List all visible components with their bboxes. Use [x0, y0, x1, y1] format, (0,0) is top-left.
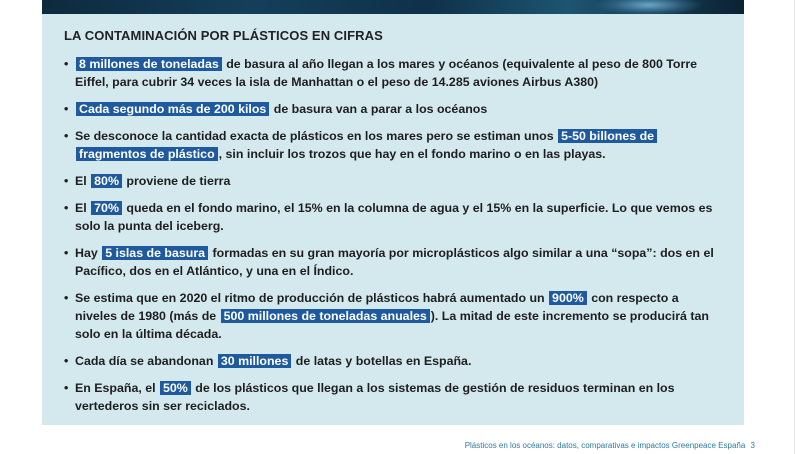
- highlight-figure: 8 millones de toneladas: [76, 57, 222, 71]
- bullet-mark: •: [64, 129, 69, 143]
- page-number: 3: [750, 441, 755, 450]
- photo-highlight: [594, 0, 704, 14]
- fact-item: • 8 millones de toneladas de basura al año llegan a los mares y océanos (equivalente al peso de 800 Torre Eiffel, para cubrir 34 veces la isla de Manhattan o el peso de 14.285 aviones Airbus A380): [64, 57, 698, 89]
- highlight-figure: 900%: [549, 291, 587, 305]
- bullet-mark: •: [64, 291, 69, 305]
- fact-item: • Cada día se abandonan 30 millones de latas y botellas en España.: [64, 354, 472, 368]
- highlight-figure: 5 islas de basura: [102, 246, 208, 260]
- facts-panel: [42, 14, 744, 425]
- highlight-figure: 5-50 billones de fragmentos de plástico: [76, 129, 657, 161]
- section-title: LA CONTAMINACIÓN POR PLÁSTICOS EN CIFRAS: [64, 28, 383, 43]
- fact-item: • Cada segundo más de 200 kilos de basura van a parar a los océanos: [64, 102, 488, 116]
- bullet-mark: •: [64, 57, 69, 71]
- fact-item: • Se estima que en 2020 el ritmo de producción de plásticos habrá aumentado un 900% con respecto a niveles de 1980 (más de 500 millones de toneladas anuales ). La mitad de este incremento se producirá tan solo en la última década.: [64, 291, 709, 341]
- highlight-figure: 30 millones: [218, 354, 292, 368]
- bullet-mark: •: [64, 381, 69, 395]
- page-footer: [465, 441, 755, 450]
- fact-item: • Hay 5 islas de basura formadas en su gran mayoría por microplásticos algo similar a una “sopa”: dos en el Pacífico, dos en el Atlántico, y una en el Índico.: [64, 246, 714, 278]
- highlight-figure: 70%: [91, 201, 122, 215]
- bullet-mark: •: [64, 246, 69, 260]
- bullet-mark: •: [64, 201, 69, 215]
- fact-item: • El 70% queda en el fondo marino, el 15% en la columna de agua y el 15% en la superficie. Lo que vemos es solo la punta del iceberg.: [64, 201, 713, 233]
- fact-item: • Se desconoce la cantidad exacta de plásticos en los mares pero se estiman unos 5-50 billones de fragmentos de plástico , sin incluir los trozos que hay en el fondo marino o en las playas.: [64, 127, 722, 163]
- bullet-mark: •: [64, 354, 69, 368]
- facts-list: [64, 55, 722, 415]
- header-photo-strip: [42, 0, 744, 14]
- fact-item: • El 80% proviene de tierra: [64, 174, 231, 188]
- bullet-mark: •: [64, 102, 69, 116]
- highlight-figure: 50%: [160, 381, 191, 395]
- highlight-figure: Cada segundo más de 200 kilos: [76, 102, 269, 116]
- highlight-figure: 500 millones de toneladas anuales: [221, 309, 430, 323]
- bullet-mark: •: [64, 174, 69, 188]
- highlight-figure: 80%: [91, 174, 122, 188]
- footer-text: Plásticos en los océanos: datos, comparativas e impactos: [464, 441, 670, 450]
- footer-org: Greenpeace España: [671, 441, 746, 450]
- fact-item: • En España, el 50% de los plásticos que llegan a los sistemas de gestión de residuos terminan en los vertederos sin ser reciclados.: [64, 381, 675, 413]
